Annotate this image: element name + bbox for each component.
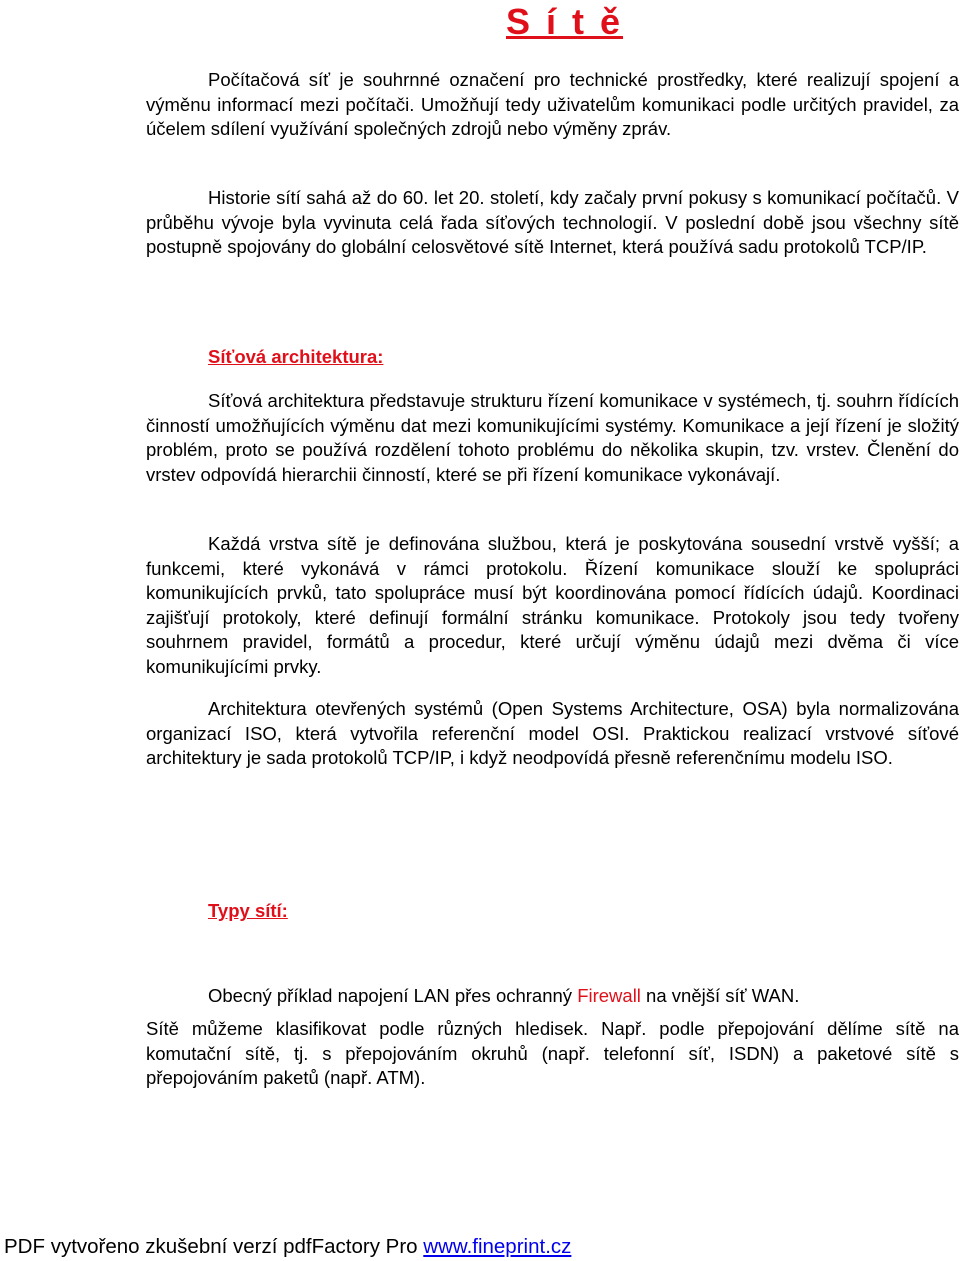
firewall-example-line [146, 984, 959, 1009]
architecture-paragraph-3: Architektura otevřených systémů (Open Systems Architecture, OSA) byla normalizována organizací ISO, která vytvořila referenční model OSI. Praktickou realizací vrstvové síťové architektury je sada protokolů TCP/IP, i když neodpovídá přesně referenčnímu modelu ISO. [146, 698, 959, 768]
architecture-paragraph-2: Každá vrstva sítě je definována službou, která je poskytována sousední vrstvě vyšší; a funkcemi, které vykonává v rámci protokolu. Řízení komunikace slouží ke spolupráci komunikujících prvků, tato spolupráce musí být koordinována pomocí řídících údajů. Koordinaci zajišťují protokoly, které definují formální stránku komunikace. Protokoly jsou tedy tvořeny souhrnem pravidel, formátů a procedur, které určují výměnu údajů mezi dvěma či více komunikujícími prvky. [146, 533, 959, 677]
fineprint-link[interactable]: www.fineprint.cz [423, 1235, 572, 1258]
firewall-example-suffix: na vnější síť WAN. [640, 985, 800, 1006]
architecture-heading: Síťová architektura: [208, 346, 384, 367]
network-classification-paragraph: Sítě můžeme klasifikovat podle různých hledisek. Např. podle přepojování dělíme sítě na komutační sítě, tj. s přepojováním okruhů (např. telefonní síť, ISDN) a paketové sítě s přepojováním paketů (např. ATM). [146, 1018, 959, 1088]
architecture-paragraph-1: Síťová architektura představuje strukturu řízení komunikace v systémech, tj. souhrn řídících činností umožňujících výměnu dat mezi komunikujícími systémy. Komunikace a její řízení je složitý problém, proto se používá rozdělení tohoto problému do několika skupin, tzv. vrstev. Členění do vrstev odpovídá hierarchii činností, které se při řízení komunikace vykonávají. [146, 390, 959, 485]
pdf-footer [4, 1234, 571, 1260]
network-types-heading: Typy sítí: [208, 900, 288, 921]
footer-text: PDF vytvořeno zkušební verzí pdfFactory Pro [4, 1235, 424, 1258]
firewall-example-prefix: Obecný příklad napojení LAN přes ochranný [208, 985, 578, 1006]
firewall-highlight: Firewall [577, 985, 641, 1006]
intro-paragraph: Počítačová síť je souhrnné označení pro technické prostředky, které realizují spojení a výměnu informací mezi počítači. Umožňují tedy uživatelům komunikaci podle určitých pravidel, za účelem sdílení využívání společných zdrojů nebo výměny zpráv. [146, 69, 959, 139]
page-title: S í t ě [506, 1, 624, 42]
history-paragraph: Historie sítí sahá až do 60. let 20. století, kdy začaly první pokusy s komunikací počítačů. V průběhu vývoje byla vyvinuta celá řada síťových technologií. V poslední době jsou všechny sítě postupně spojovány do globální celosvětové sítě Internet, která používá sadu protokolů TCP/IP. [146, 187, 959, 257]
